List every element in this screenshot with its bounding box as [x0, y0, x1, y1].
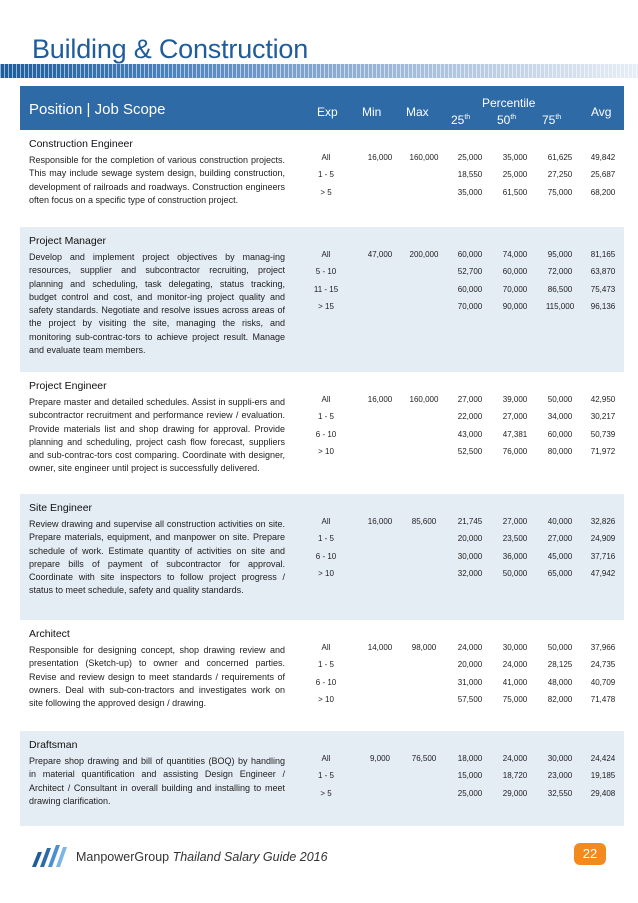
salary-min: 16,000 [367, 153, 393, 162]
job-section [20, 494, 624, 620]
job-title: Architect [29, 628, 70, 640]
footer-brand: ManpowerGroup [76, 850, 170, 864]
salary-p75: 27,250 [547, 170, 573, 180]
salary-p50: 23,500 [502, 534, 528, 544]
salary-p50: 76,000 [502, 446, 528, 456]
salary-avg: 24,735 [590, 660, 616, 670]
salary-p25: 27,000 [457, 395, 483, 404]
salary-avg: 71,478 [590, 694, 616, 704]
job-description: Review drawing and supervise all construction activities on site. Prepare materials, equipment, and manpower on site. Prepare schedule of work. Estimate quantity of activities on site and prepare bills of payment of subcontractor for approval. Coordinate with site inspectors to follow project progress / status to meet schedule, safety and quality standards. [29, 519, 285, 596]
salary-p50: 24,000 [502, 660, 528, 670]
job-description: Prepare master and detailed schedules. Assist in suppli-ers and subcontractor recruitment and performance review / evaluation. Provide materials list and shop drawing for approval. Provide planning and scheduling, project cash flow forecast, suppliers and sub-contrac-tors cost comparing. Coordinate with designer, owner, site engineer until project is successfully delivered. [29, 397, 285, 474]
experience-range: All [321, 250, 331, 259]
salary-p50: 70,000 [502, 284, 528, 294]
salary-p75: 86,500 [547, 284, 573, 294]
salary-p75: 95,000 [547, 250, 573, 259]
salary-max: 200,000 [409, 250, 439, 259]
salary-avg: 42,950 [590, 395, 616, 404]
salary-p75: 72,000 [547, 267, 573, 277]
header-p75: 75th [542, 113, 562, 127]
salary-p50: 50,000 [502, 568, 528, 578]
salary-p25: 22,000 [457, 412, 483, 422]
experience-range: > 5 [320, 788, 332, 798]
salary-p75: 34,000 [547, 412, 573, 422]
experience-range: All [321, 643, 331, 652]
salary-avg: 47,942 [590, 568, 616, 578]
job-description: Prepare shop drawing and bill of quantities (BOQ) by handling in material quantification and assisting Design Engineer / Architect / Consultant in overall building and installing to meet drawing clarification. [29, 756, 285, 806]
salary-p50: 47,381 [502, 429, 528, 439]
manpower-logo-icon [30, 843, 68, 874]
experience-range: 5 - 10 [315, 267, 337, 277]
salary-p25: 31,000 [457, 677, 483, 687]
job-section [20, 227, 624, 372]
salary-p25: 18,000 [457, 754, 483, 763]
job-title: Draftsman [29, 739, 78, 751]
experience-range: 1 - 5 [317, 771, 334, 781]
salary-max: 160,000 [409, 395, 439, 404]
salary-avg: 37,716 [590, 551, 616, 561]
experience-range: 1 - 5 [317, 534, 334, 544]
salary-p25: 43,000 [457, 429, 483, 439]
salary-p50: 74,000 [502, 250, 528, 259]
salary-avg: 50,739 [590, 429, 616, 439]
salary-avg: 81,165 [590, 250, 616, 259]
salary-avg: 30,217 [590, 412, 616, 422]
salary-p75: 28,125 [547, 660, 573, 670]
salary-p50: 27,000 [502, 412, 528, 422]
page-number-badge: 22 [574, 843, 606, 865]
experience-range: > 15 [318, 301, 334, 311]
salary-avg: 75,473 [590, 284, 616, 294]
salary-min: 16,000 [367, 395, 393, 404]
salary-p25: 21,745 [457, 517, 483, 526]
salary-p25: 57,500 [457, 694, 483, 704]
salary-p25: 20,000 [457, 534, 483, 544]
salary-p25: 30,000 [457, 551, 483, 561]
salary-avg: 96,136 [590, 301, 616, 311]
salary-p50: 35,000 [502, 153, 528, 162]
salary-p75: 75,000 [547, 187, 573, 197]
salary-p50: 24,000 [502, 754, 528, 763]
job-description: Responsible for the completion of various construction projects. This may include sewage system design, building construction, development of railroads and roadways. Construction engineers often focus on a specific type of construction project. [29, 155, 285, 205]
header-p25: 25th [451, 113, 471, 127]
job-title: Project Engineer [29, 380, 107, 392]
salary-p75: 82,000 [547, 694, 573, 704]
salary-p75: 23,000 [547, 771, 573, 781]
experience-range: > 5 [320, 187, 332, 197]
salary-p25: 60,000 [457, 250, 483, 259]
salary-p75: 60,000 [547, 429, 573, 439]
salary-p50: 39,000 [502, 395, 528, 404]
experience-range: > 10 [318, 694, 334, 704]
header-percentile: Percentile [482, 96, 536, 110]
experience-range: All [321, 517, 331, 526]
experience-range: 6 - 10 [315, 677, 337, 687]
job-description: Responsible for designing concept, shop drawing review and presentation (Sketch-up) to owner and concerned parties. Revise and review design to meet standards / requirements of owners. Deal with sub-con-tractors and investigates work on site following the approved design / drawing. [29, 645, 285, 709]
table-header [20, 86, 624, 130]
salary-avg: 32,826 [590, 517, 616, 526]
footer-text [76, 850, 328, 864]
salary-avg: 25,687 [590, 170, 616, 180]
salary-p50: 61,500 [502, 187, 528, 197]
salary-p75: 32,550 [547, 788, 573, 798]
header-exp: Exp [317, 105, 338, 119]
salary-p75: 27,000 [547, 534, 573, 544]
salary-avg: 40,709 [590, 677, 616, 687]
salary-p25: 32,000 [457, 568, 483, 578]
salary-avg: 71,972 [590, 446, 616, 456]
job-section [20, 731, 624, 826]
salary-p25: 15,000 [457, 771, 483, 781]
salary-p50: 75,000 [502, 694, 528, 704]
salary-p75: 80,000 [547, 446, 573, 456]
salary-p50: 30,000 [502, 643, 528, 652]
salary-p25: 60,000 [457, 284, 483, 294]
salary-p75: 50,000 [547, 395, 573, 404]
salary-avg: 29,408 [590, 788, 616, 798]
salary-p25: 25,000 [457, 153, 483, 162]
salary-p50: 36,000 [502, 551, 528, 561]
salary-p25: 25,000 [457, 788, 483, 798]
salary-p75: 61,625 [547, 153, 573, 162]
job-section [20, 130, 624, 227]
salary-p25: 18,550 [457, 170, 483, 180]
job-title: Site Engineer [29, 502, 93, 514]
experience-range: 1 - 5 [317, 412, 334, 422]
salary-p25: 24,000 [457, 643, 483, 652]
title-divider [0, 64, 638, 78]
salary-p25: 52,700 [457, 267, 483, 277]
header-avg: Avg [591, 105, 612, 119]
salary-p25: 20,000 [457, 660, 483, 670]
salary-min: 47,000 [367, 250, 393, 259]
salary-max: 98,000 [411, 643, 437, 652]
salary-p75: 65,000 [547, 568, 573, 578]
salary-avg: 37,966 [590, 643, 616, 652]
salary-avg: 24,909 [590, 534, 616, 544]
salary-p75: 115,000 [545, 301, 575, 311]
salary-avg: 49,842 [590, 153, 616, 162]
salary-avg: 19,185 [590, 771, 616, 781]
salary-p50: 60,000 [502, 267, 528, 277]
header-min: Min [362, 105, 382, 119]
salary-p50: 29,000 [502, 788, 528, 798]
salary-avg: 63,870 [590, 267, 616, 277]
salary-p75: 48,000 [547, 677, 573, 687]
experience-range: All [321, 754, 331, 763]
salary-p25: 35,000 [457, 187, 483, 197]
header-max: Max [406, 105, 429, 119]
job-section [20, 372, 624, 494]
job-title: Project Manager [29, 235, 107, 247]
salary-p25: 70,000 [457, 301, 483, 311]
salary-p50: 18,720 [502, 771, 528, 781]
salary-avg: 68,200 [590, 187, 616, 197]
salary-p50: 27,000 [502, 517, 528, 526]
experience-range: > 10 [318, 446, 334, 456]
experience-range: 1 - 5 [317, 660, 334, 670]
salary-min: 14,000 [367, 643, 393, 652]
salary-p75: 30,000 [547, 754, 573, 763]
page-title: Building & Construction [32, 34, 309, 64]
salary-max: 160,000 [409, 153, 439, 162]
salary-min: 16,000 [367, 517, 393, 526]
experience-range: 1 - 5 [317, 170, 334, 180]
experience-range: 6 - 10 [315, 429, 337, 439]
salary-avg: 24,424 [590, 754, 616, 763]
salary-p25: 52,500 [457, 446, 483, 456]
experience-range: All [321, 395, 331, 404]
experience-range: 11 - 15 [313, 284, 339, 294]
salary-p50: 90,000 [502, 301, 528, 311]
experience-range: > 10 [318, 568, 334, 578]
footer-guide: Thailand Salary Guide 2016 [172, 850, 328, 864]
salary-p50: 25,000 [502, 170, 528, 180]
header-p50: 50th [497, 113, 517, 127]
job-section [20, 620, 624, 731]
salary-max: 76,500 [411, 754, 437, 763]
experience-range: All [321, 153, 331, 162]
job-description: Develop and implement project objectives by manag-ing resources, supplier and subcontractor recruiting, project planning and scheduling, task delegating, status tracking, budget control and cost, and monitor-ing project quality and safety standards. Negotiate and resolve issues across areas of the project by visiting the site, managing the risks, and monitoring sub-contrac-tors to achieve project result. Manage and evaluate team members. [29, 252, 285, 356]
salary-p75: 45,000 [547, 551, 573, 561]
experience-range: 6 - 10 [315, 551, 337, 561]
salary-p75: 50,000 [547, 643, 573, 652]
salary-p75: 40,000 [547, 517, 573, 526]
salary-min: 9,000 [369, 754, 391, 763]
header-position: Position | Job Scope [29, 101, 166, 118]
job-title: Construction Engineer [29, 138, 133, 150]
salary-p50: 41,000 [502, 677, 528, 687]
salary-max: 85,600 [411, 517, 437, 526]
